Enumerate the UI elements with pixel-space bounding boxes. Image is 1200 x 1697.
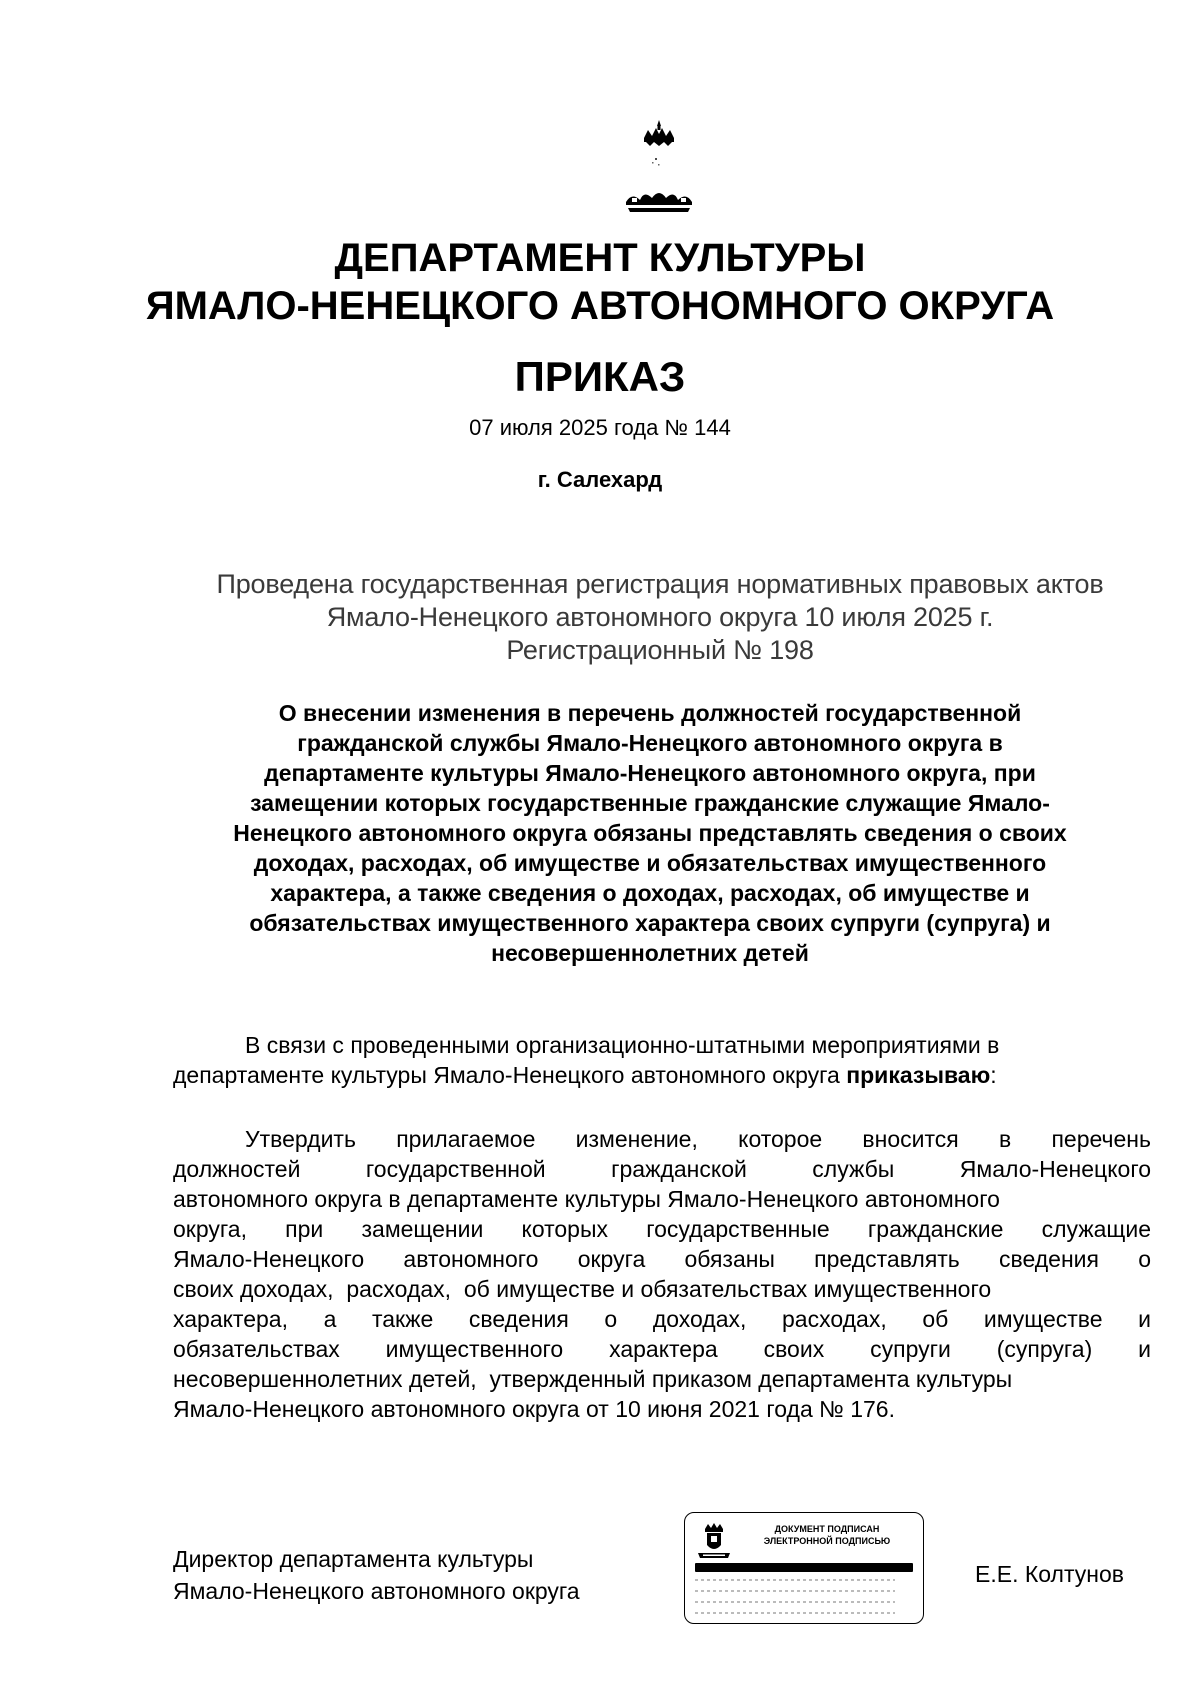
body-line: своих доходах, расходах, об имуществе и обязательствах имущественного <box>173 1276 992 1302</box>
document-date-number: 07 июля 2025 года № 144 <box>469 415 731 440</box>
preamble-text: департаменте культуры Ямало-Ненецкого автономного округа <box>173 1062 847 1088</box>
stamp-details <box>695 1579 895 1623</box>
signatory-title-line: Ямало-Ненецкого автономного округа <box>173 1578 580 1604</box>
subject-line: характера, а также сведения о доходах, расходах, об имуществе и <box>270 880 1030 906</box>
stamp-header-line: ДОКУМЕНТ ПОДПИСАН <box>774 1524 880 1534</box>
subject-line: доходах, расходах, об имуществе и обязательствах имущественного <box>253 850 1047 876</box>
document-subject <box>170 698 1130 968</box>
registration-line: Проведена государственная регистрация нормативных правовых актов <box>216 569 1104 599</box>
document-city: г. Салехард <box>537 467 663 492</box>
order-verb: приказываю <box>846 1062 991 1088</box>
subject-line: обязательствах имущественного характера своих супруги (супруга) и <box>249 910 1051 936</box>
subject-line: замещении которых государственные гражданские служащие Ямало- <box>250 790 1050 816</box>
stamp-detail-line <box>695 1601 895 1603</box>
department-name-line2: ЯМАЛО-НЕНЕЦКОГО АВТОНОМНОГО ОКРУГА <box>145 284 1055 328</box>
coat-of-arms-icon <box>622 118 696 218</box>
stamp-bar <box>695 1563 913 1572</box>
preamble-line: В связи с проведенными организационно-штатными мероприятиями в <box>245 1032 1000 1058</box>
preamble-paragraph <box>173 1030 1151 1090</box>
body-line: несовершеннолетних детей, утвержденный приказом департамента культуры <box>173 1366 1013 1392</box>
body-line: обязательствах имущественного характера своих супруги (супруга) и <box>173 1336 1151 1362</box>
stamp-header-line: ЭЛЕКТРОННОЙ ПОДПИСЬЮ <box>763 1536 891 1546</box>
stamp-header <box>737 1523 917 1547</box>
document-type-title: ПРИКАЗ <box>514 353 686 400</box>
subject-line: департаменте культуры Ямало-Ненецкого автономного округа, при <box>264 760 1036 786</box>
registration-line: Ямало-Ненецкого автономного округа 10 июля 2025 г. <box>326 602 994 632</box>
subject-line: Ненецкого автономного округа обязаны представлять сведения о своих <box>233 820 1067 846</box>
signatory-name: Е.Е. Колтунов <box>975 1561 1124 1587</box>
body-line: характера, а также сведения о доходах, расходах, об имуществе и <box>173 1306 1151 1332</box>
body-line: автономного округа в департаменте культуры Ямало-Ненецкого автономного <box>173 1186 1000 1212</box>
body-line: должностей государственной гражданской службы Ямало-Ненецкого <box>173 1156 1151 1182</box>
registration-notice <box>170 568 1150 667</box>
stamp-detail-line <box>695 1612 895 1614</box>
stamp-detail-line <box>695 1590 895 1592</box>
body-line: Утвердить прилагаемое изменение, которое вносится в перечень <box>245 1126 1151 1152</box>
subject-line: несовершеннолетних детей <box>491 940 809 966</box>
department-name-line1: ДЕПАРТАМЕНТ КУЛЬТУРЫ <box>334 236 866 280</box>
preamble-line <box>173 1060 1151 1090</box>
main-paragraph <box>173 1124 1151 1424</box>
preamble-colon: : <box>990 1062 997 1088</box>
stamp-detail-line <box>695 1579 895 1581</box>
body-line: округа, при замещении которых государственные гражданские служащие <box>173 1216 1151 1242</box>
subject-line: О внесении изменения в перечень должностей государственной <box>278 700 1022 726</box>
signatory-title <box>173 1543 580 1607</box>
subject-line: гражданской службы Ямало-Ненецкого автономного округа в <box>297 730 1003 756</box>
electronic-signature-stamp <box>684 1512 924 1624</box>
registration-line: Регистрационный № 198 <box>506 635 814 665</box>
body-line: Ямало-Ненецкого автономного округа от 10 июня 2021 года № 176. <box>173 1396 895 1422</box>
body-line: Ямало-Ненецкого автономного округа обязаны представлять сведения о <box>173 1246 1151 1272</box>
signatory-title-line: Директор департамента культуры <box>173 1546 534 1572</box>
stamp-emblem-icon <box>695 1521 733 1561</box>
